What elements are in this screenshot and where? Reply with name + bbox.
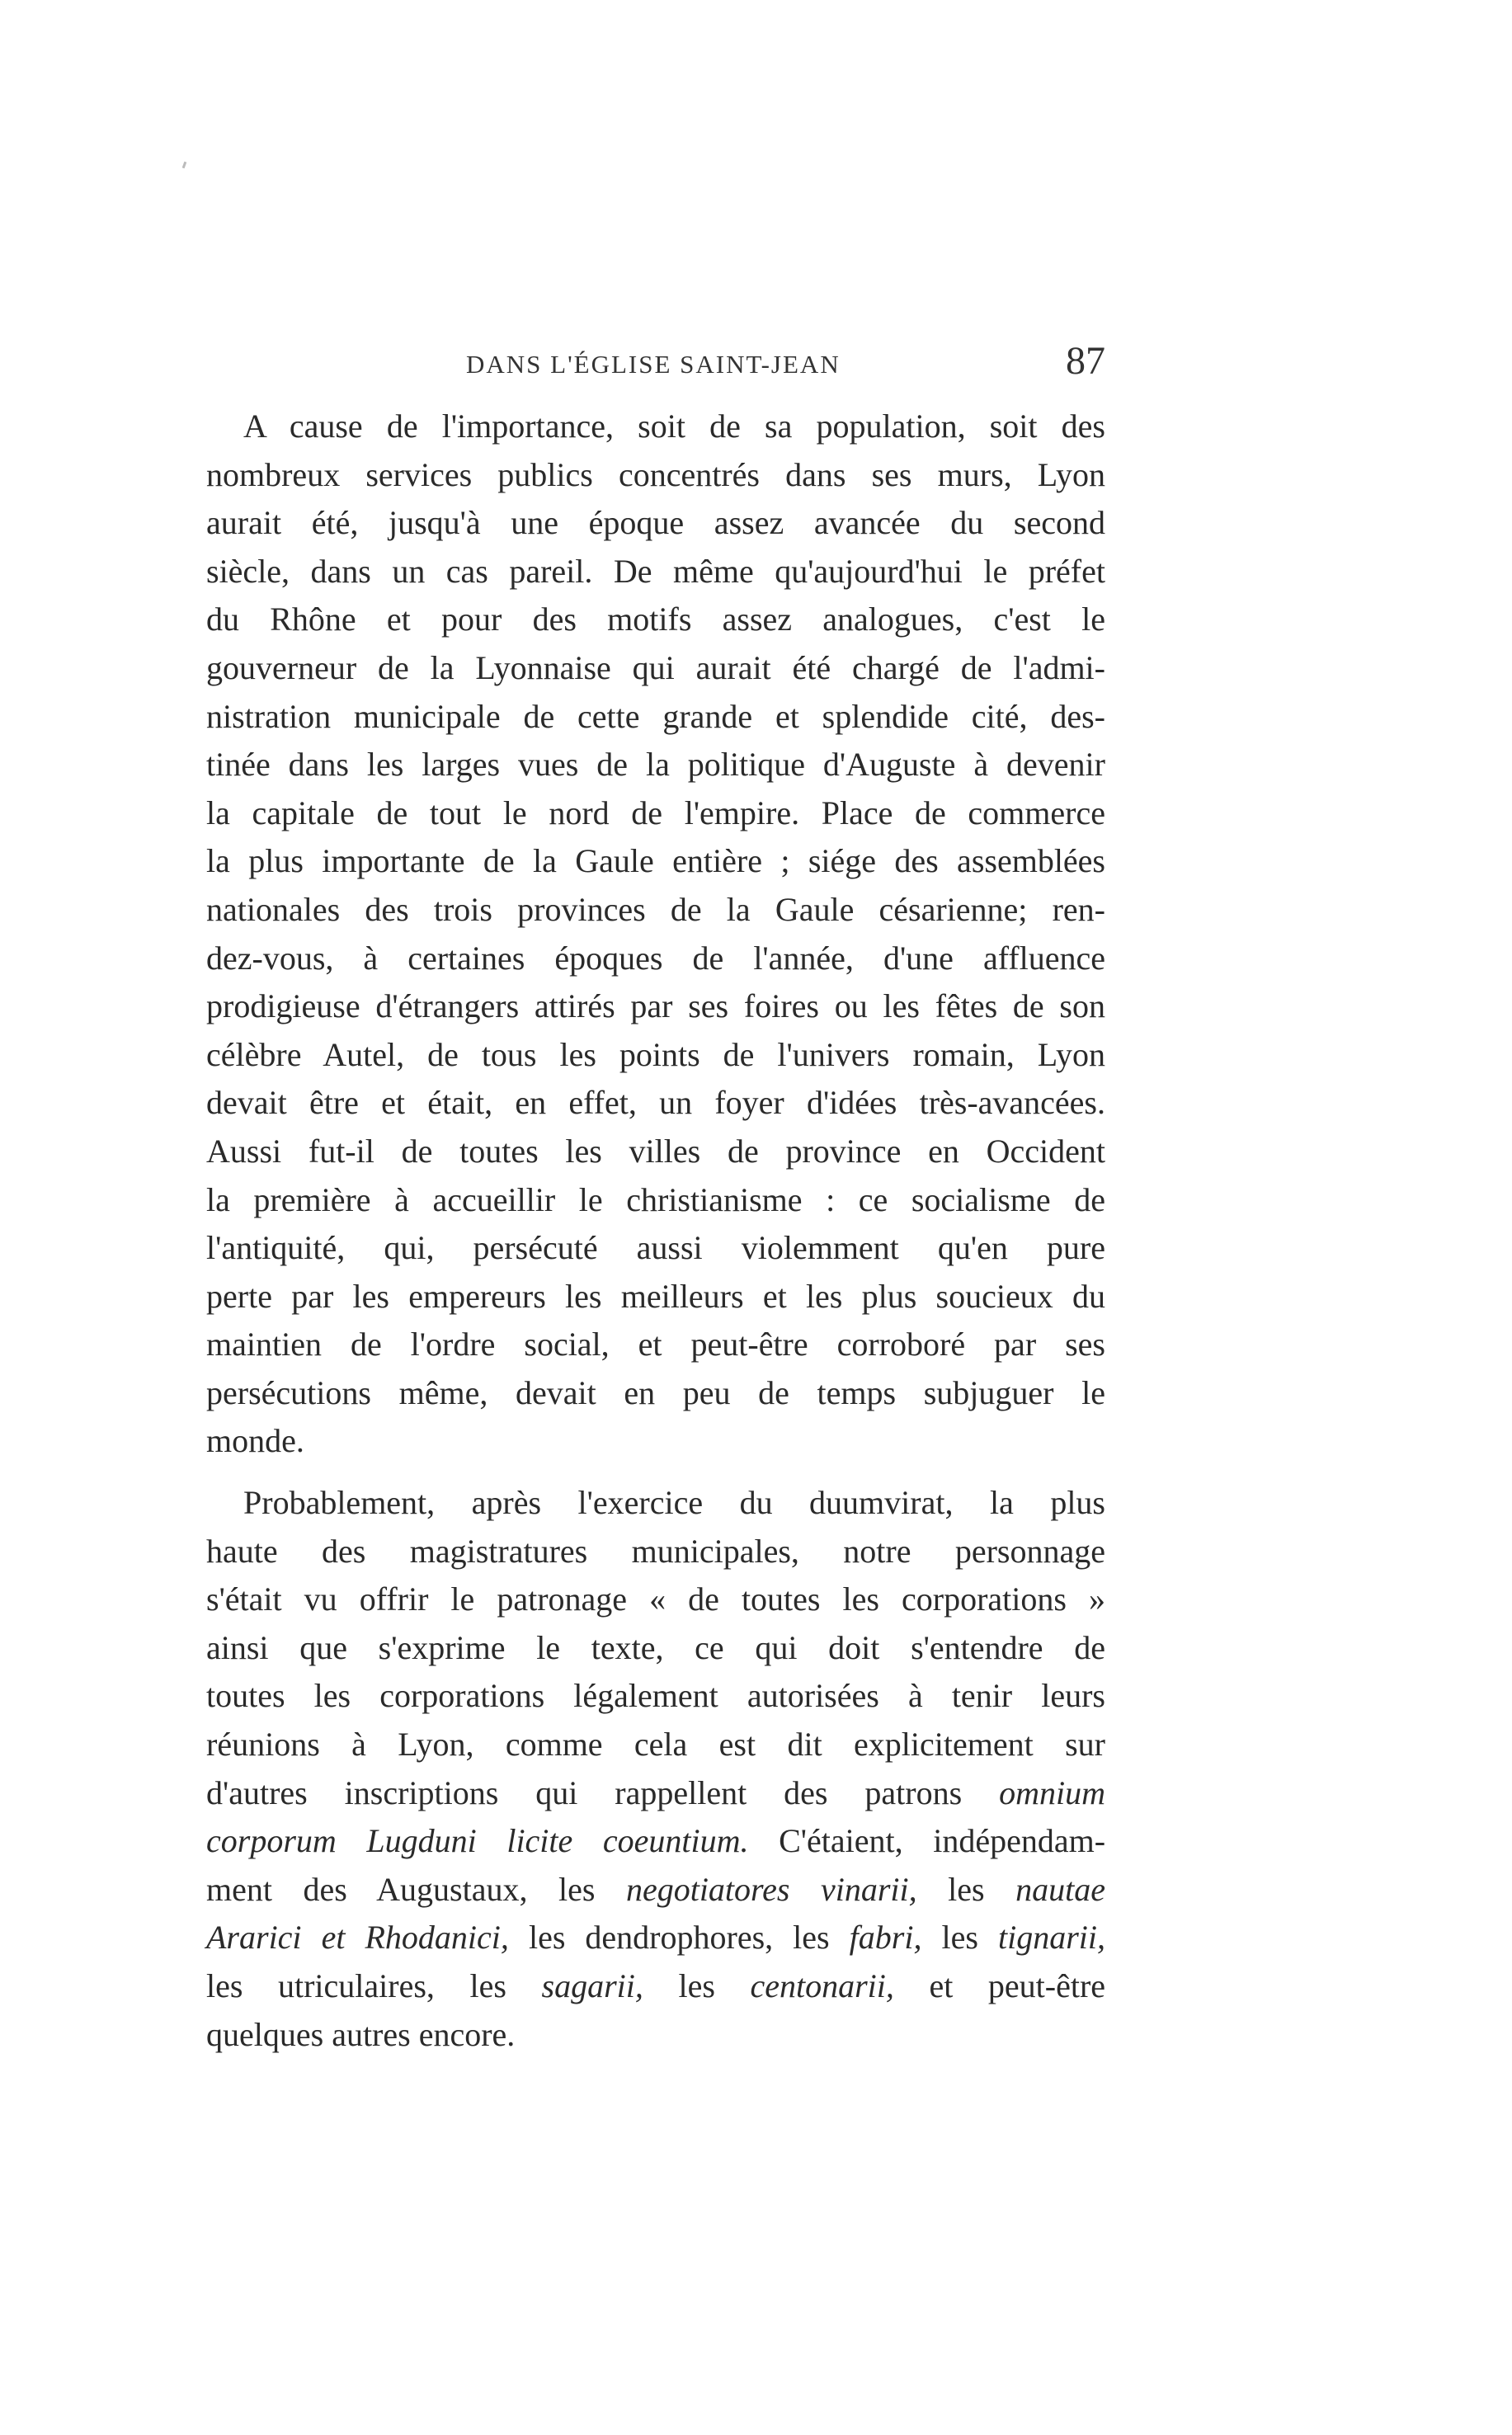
text-line: Probablement, après l'exercice du duumvirat, la plus [243,1484,1105,1522]
paragraph-1 [206,403,1105,1466]
text-segment: les [941,1919,978,1957]
text-line: nationales des trois provinces de la Gaule césarienne; ren- [206,890,1105,928]
text-line: devait être et était, en effet, un foyer d'idées très-avancées. [206,1084,1105,1122]
text-line: réunions à Lyon, comme cela est dit explicitement sur [206,1726,1105,1764]
text-segment: C'étaient, indépendam- [779,1822,1106,1860]
text-line: monde. [206,1422,304,1460]
text-line: tinée dans les larges vues de la politique d'Auguste à devenir [206,746,1105,784]
text-segment: les [678,1967,715,2004]
text-segment: et peut-être [929,1967,1106,2004]
text-line: A cause de l'importance, soit de sa population, soit des [243,407,1105,445]
text-segment: les utriculaires, les [206,1967,506,2004]
text-line: gouverneur de la Lyonnaise qui aurait été chargé de l'admi- [206,648,1105,686]
text-line: Aussi fut-il de toutes les villes de province en Occident [206,1132,1105,1170]
text-segment: les [948,1870,985,1908]
text-line: prodigieuse d'étrangers attirés par ses foires ou les fêtes de son [206,987,1105,1025]
text-line [206,1769,1105,1818]
text-line: haute des magistratures municipales, notre personnage [206,1532,1105,1570]
page-number: 87 [1066,339,1105,383]
text-line: célèbre Autel, de tous les points de l'univers romain, Lyon [206,1035,1105,1073]
latin-term: Ararici et Rhodanici, [206,1919,509,1957]
text-line: la plus importante de la Gaule entière ; siége des assemblées [206,842,1105,880]
text-line: quelques autres encore. [206,2015,516,2053]
text-line: aurait été, jusqu'à une époque assez avancée du second [206,504,1105,542]
text-line: persécutions même, devait en peu de temps subjuguer le [206,1373,1105,1411]
running-head [210,338,1105,396]
latin-term: omnium [999,1773,1105,1811]
latin-term: fabri, [849,1919,922,1957]
paragraph-2 [206,1479,1105,2059]
latin-term: sagarii, [541,1967,643,2004]
paper-speck [182,162,187,169]
text-segment: les dendrophores, les [528,1919,830,1957]
latin-term: tignarii, [998,1919,1106,1957]
text-line [206,1866,1105,1915]
body-text [206,403,1105,2059]
running-title: DANS L'ÉGLISE SAINT-JEAN [466,350,841,379]
text-segment: ment des Augustaux, les [206,1870,596,1908]
text-line: s'était vu offrir le patronage « de toutes les corporations » [206,1580,1105,1618]
latin-term: corporum Lugduni licite coeuntium. [206,1822,749,1860]
text-line: du Rhône et pour des motifs assez analogues, c'est le [206,601,1105,638]
text-line [206,1914,1105,1962]
text-line [206,1962,1105,2011]
text-line: perte par les empereurs les meilleurs et les plus soucieux du [206,1277,1105,1315]
latin-term: negotiatores vinarii, [625,1870,917,1908]
text-line: siècle, dans un cas pareil. De même qu'aujourd'hui le préfet [206,552,1105,590]
text-segment: d'autres inscriptions qui rappellent des patrons [206,1773,963,1811]
latin-term: nautae [1015,1870,1106,1908]
text-line: nombreux services publics concentrés dans ses murs, Lyon [206,455,1105,493]
text-line: dez-vous, à certaines époques de l'année, d'une affluence [206,939,1105,977]
text-line: nistration municipale de cette grande et splendide cité, des- [206,697,1105,735]
text-line: la première à accueillir le christianisme : ce socialisme de [206,1180,1105,1218]
paragraph-gap [206,1466,1105,1479]
text-line: maintien de l'ordre social, et peut-être corroboré par ses [206,1326,1105,1364]
text-line: toutes les corporations légalement autorisées à tenir leurs [206,1677,1105,1715]
latin-term: centonarii, [750,1967,894,2004]
text-line [206,1817,1105,1866]
text-line: la capitale de tout le nord de l'empire. Place de commerce [206,794,1105,831]
text-line: l'antiquité, qui, persécuté aussi violemment qu'en pure [206,1229,1105,1267]
text-line: ainsi que s'exprime le texte, ce qui doit s'entendre de [206,1628,1105,1666]
